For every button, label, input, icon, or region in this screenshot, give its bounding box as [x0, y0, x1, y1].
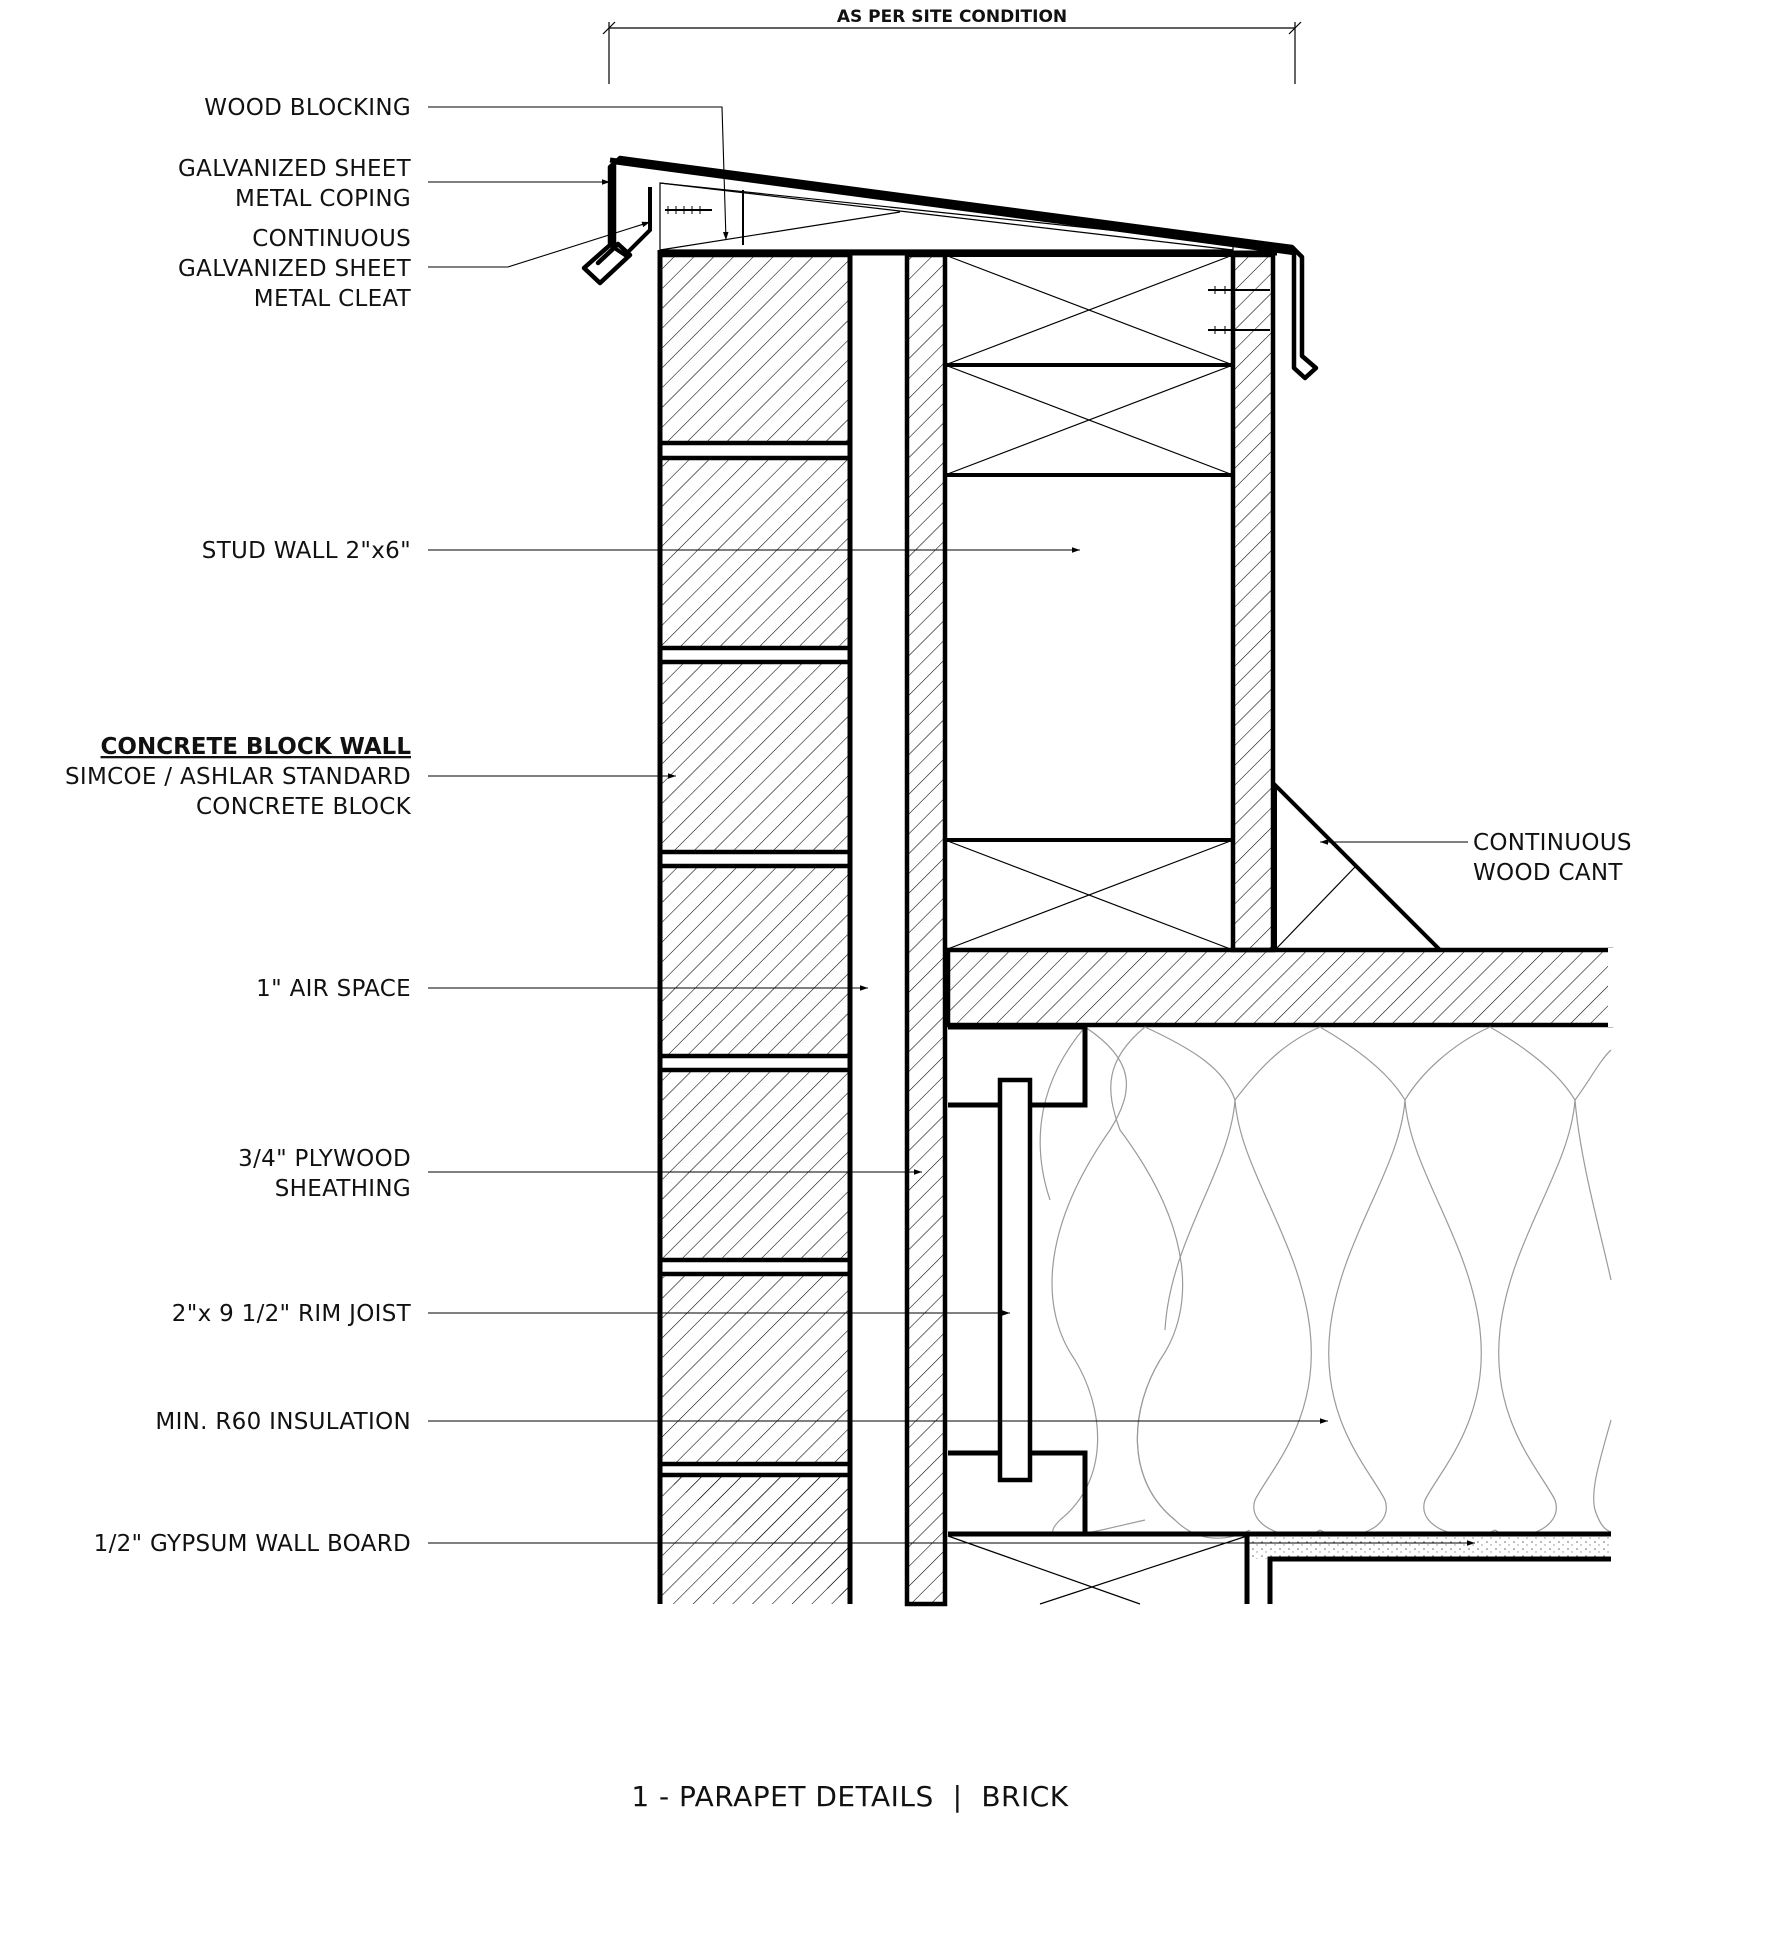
concrete-block-wall: [660, 250, 850, 1604]
leaders: [428, 107, 1475, 1543]
roof-deck: [948, 948, 1611, 1027]
label-stud-wall: STUD WALL 2"x6": [201, 538, 411, 564]
batt-insulation: [1040, 1027, 1611, 1538]
label-air-space: 1" AIR SPACE: [256, 976, 411, 1002]
ceiling-gypsum: [948, 1534, 1611, 1604]
label-coping-line-1: GALVANIZED SHEET: [178, 156, 411, 182]
label-rim-joist: 2"x 9 1/2" RIM JOIST: [171, 1301, 411, 1327]
label-wood-blocking: WOOD BLOCKING: [204, 95, 411, 121]
dimension-line: [603, 22, 1301, 84]
stud-wall: [945, 255, 1273, 950]
label-insulation: MIN. R60 INSULATION: [155, 1409, 411, 1435]
label-cleat-line-2: GALVANIZED SHEET: [178, 256, 411, 282]
label-coping-line-2: METAL COPING: [235, 186, 411, 212]
label-cleat-line-1: CONTINUOUS: [252, 226, 411, 252]
wood-cant: [1275, 785, 1440, 950]
label-block-title: CONCRETE BLOCK WALL: [100, 734, 411, 760]
label-block-line-2: CONCRETE BLOCK: [195, 794, 411, 820]
plywood-sheathing: [907, 255, 945, 1604]
label-cant-line-2: WOOD CANT: [1473, 860, 1623, 886]
label-cant-line-1: CONTINUOUS: [1473, 830, 1632, 856]
label-gypsum: 1/2" GYPSUM WALL BOARD: [93, 1531, 411, 1557]
label-block-line-1: SIMCOE / ASHLAR STANDARD: [64, 764, 411, 790]
label-plywood-line-1: 3/4" PLYWOOD: [238, 1146, 411, 1172]
label-cleat-line-3: METAL CLEAT: [253, 286, 411, 312]
dimension-text: AS PER SITE CONDITION: [836, 7, 1068, 27]
rim-joist: [948, 1027, 1085, 1534]
label-plywood-line-2: SHEATHING: [274, 1176, 411, 1202]
drawing-title: 1 - PARAPET DETAILS | BRICK: [631, 1780, 1069, 1813]
